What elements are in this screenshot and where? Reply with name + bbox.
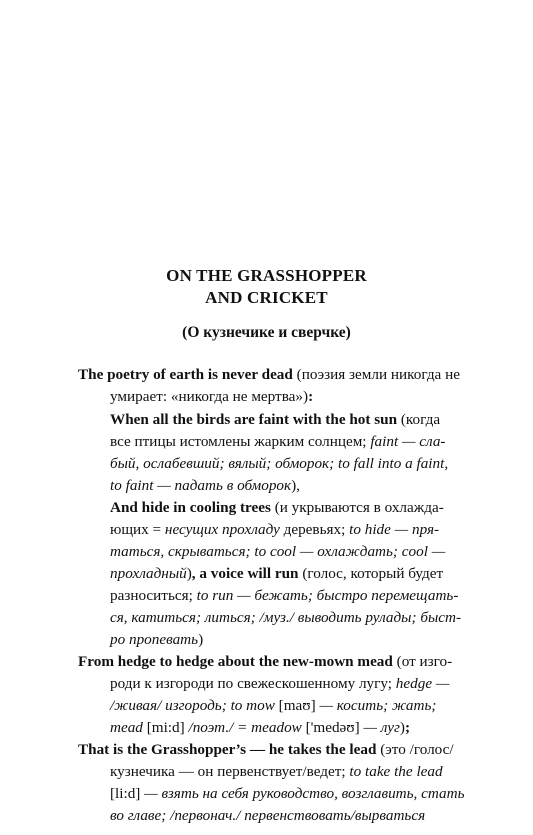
- text-line: [110, 541, 445, 563]
- gloss-text: ся, катиться; литься; /муз./ выводить рулады; быст-: [110, 609, 462, 626]
- gloss-text: прохладный: [110, 565, 187, 582]
- poem-title-line-2: AND CRICKET: [205, 288, 328, 307]
- translation-text: разноситься;: [110, 587, 197, 604]
- translation-text: (это /голос/: [376, 741, 454, 758]
- english-text: The poetry of earth is never dead: [78, 366, 293, 383]
- gloss-text: to run — бежать; быстро перемещать-: [196, 587, 459, 604]
- text-line: [78, 364, 460, 386]
- english-text: And hide in cooling trees: [110, 499, 271, 516]
- text-line: [110, 431, 445, 453]
- gloss-text: to take the lead: [349, 763, 443, 780]
- translation-text: умирает: «никогда не мертва»): [110, 388, 309, 405]
- text-line: [110, 761, 443, 783]
- poem-subtitle: (О кузнечике и сверчке): [182, 324, 351, 341]
- text-line: [110, 563, 443, 585]
- poem-title-line-1: ON THE GRASSHOPPER: [166, 266, 367, 285]
- translation-text: (голос, который будет: [298, 565, 444, 582]
- translation-text: роди к изгороди по свежескошенному лугу;: [110, 675, 396, 692]
- text-line: [110, 475, 300, 497]
- gloss-text: to faint — падать в обморок: [110, 477, 292, 494]
- translation-text: ): [198, 631, 204, 648]
- gloss-text: to hide — пря-: [349, 521, 440, 538]
- gloss-text: — луг: [363, 719, 400, 736]
- english-text: ;: [404, 719, 410, 736]
- translation-text: (когда: [397, 411, 441, 428]
- english-text: When all the birds are faint with the hot sun: [110, 411, 398, 428]
- text-line: [110, 453, 448, 475]
- text-line: [78, 739, 454, 761]
- gloss-text: hedge —: [395, 675, 450, 692]
- english-text: That is the Grasshopper’s — he takes the lead: [78, 741, 377, 758]
- translation-text: (поэзия земли никогда не: [292, 366, 460, 383]
- english-text: :: [308, 388, 314, 405]
- gloss-text: /поэт./ = meadow: [188, 719, 302, 736]
- translation-text: ),: [291, 477, 300, 494]
- text-line: [78, 651, 452, 673]
- text-line: [110, 409, 440, 431]
- text-line: [110, 805, 425, 827]
- gloss-text: во главе; /первонач./ первенствовать/вырваться: [110, 807, 426, 824]
- translation-text: ющих =: [110, 521, 165, 538]
- translation-text: кузнечика — он первенствует/ведет;: [110, 763, 350, 780]
- gloss-text: /живая/ изгородь; to mow: [110, 697, 275, 714]
- gloss-text: faint — сла-: [370, 433, 446, 450]
- gloss-text: — косить; жать;: [319, 697, 437, 714]
- text-line: [110, 717, 410, 739]
- gloss-text: бый, ослабевший; вялый; обморок; to fall into a faint,: [110, 455, 449, 472]
- english-text: From hedge to hedge about the new-mown mead: [78, 653, 393, 670]
- translation-text: ): [399, 719, 405, 736]
- gloss-text: несущих прохладу: [164, 521, 280, 538]
- translation-text: [mi:d]: [142, 719, 189, 736]
- translation-text: ): [186, 565, 192, 582]
- translation-text: [li:d]: [110, 785, 145, 802]
- translation-text: (от изго-: [392, 653, 453, 670]
- translation-text: (и укрываются в охлажда-: [270, 499, 444, 516]
- translation-text: деревьях;: [279, 521, 350, 538]
- text-line: [110, 386, 313, 408]
- text-line: [110, 585, 458, 607]
- translation-text: ['medəʊ]: [301, 719, 364, 736]
- text-line: [110, 497, 444, 519]
- gloss-text: — взять на себя руководство, возглавить, стать: [144, 785, 465, 802]
- text-line: [110, 629, 203, 651]
- text-line: [110, 673, 449, 695]
- text-line: [110, 519, 439, 541]
- translation-text: все птицы истомлены жарким солнцем;: [110, 433, 371, 450]
- gloss-text: таться, скрываться; to cool — охлаждать; cool —: [110, 543, 446, 560]
- gloss-text: mead: [110, 719, 143, 736]
- text-line: [110, 783, 465, 805]
- translation-text: [maʊ]: [274, 697, 320, 714]
- english-text: , a voice will run: [191, 565, 299, 582]
- gloss-text: ро пропевать: [110, 631, 199, 648]
- text-line: [110, 607, 461, 629]
- text-line: [110, 695, 436, 717]
